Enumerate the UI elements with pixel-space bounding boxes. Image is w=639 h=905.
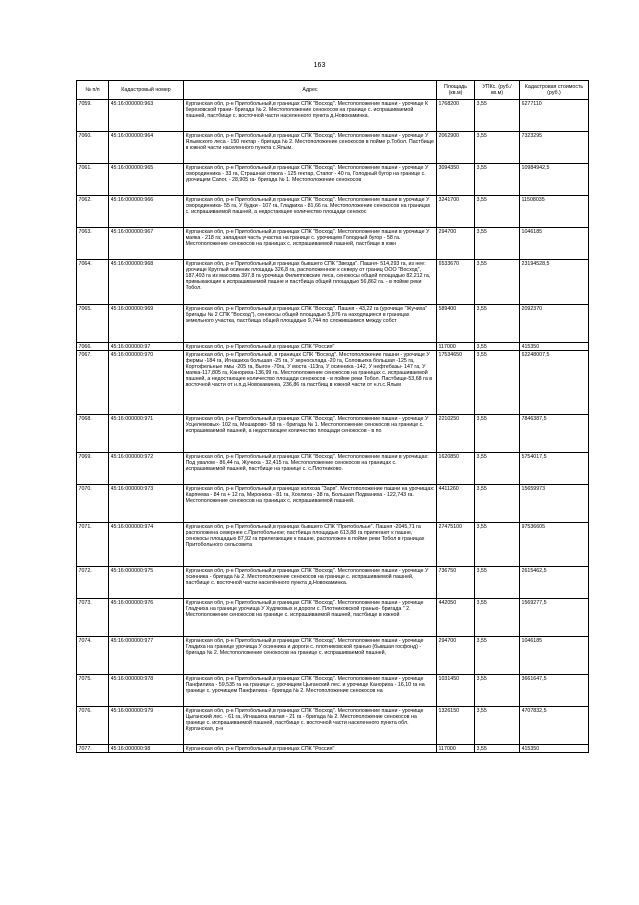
cell-area: 4411260 (438, 485, 459, 492)
cell-address: Курганская обл, р-н Притобольный,в границах СПК "Россия" (185, 343, 335, 350)
table-row (77, 485, 589, 523)
cell-cadastral-number: 45:16:000000:975 (110, 567, 154, 574)
cell-area: 117000 (438, 343, 456, 350)
cell-number: 7076. (78, 707, 92, 714)
cell-cadastral-number: 45:16:000000:979 (110, 707, 154, 714)
table-row (77, 228, 589, 260)
cell-address: Курганская обл, р-н Притобольный,в границах СПК "Восход". Местоположение пашни в урочище У смородинника- 55 га, У будки - 107 га, Гладкиха - 81,66 га. Местоположение сенокосов на границах с. испрашиваемой пашней, а недостающее количество площади сенокос (185, 196, 431, 215)
cell-address: Курганская обл, р-н Притобольный,в границах бывшего СПК "Звезда". Пашня- 514,293 га, из нее: урочище Круглый осинник площадь 326,8 га, расположенное к северу от границ ООО "Восход", 187,493 га из массива 397,8 га урочища Филипповские леса, сенокосы общей площадью 82,212 га, примыкающие к испрашиваемой пашне и пастбища общей площадью 56,862 га. - в пойме реки Тобол. (185, 260, 431, 291)
cell-upks: 3,55 (476, 453, 487, 460)
cell-upks: 3,55 (476, 228, 487, 235)
cell-number: 7070. (78, 485, 92, 492)
page-number: 163 (313, 62, 326, 69)
table-row (77, 637, 589, 675)
cell-cadastral-cost: 62248007,5 (521, 351, 550, 358)
cell-number: 7074. (78, 637, 92, 644)
cell-address: Курганская обл, р-н Притобольный, в границах СПК "Восход". Местоположение пашни - урочище У фермы -184 га, Игнашиха большая -25 га, У зерносклада -20 га, Соловьиха большая -125 га, Кортофельные ямы -205 га, Выгон -70га, У моста -113га, У осинника -142, У нефтебазы- 147 га, У маяка-117,805 га, Канориха-136,99 га. Местоположение сенокосов на границах с. испрашиваемой пашней, а недостающее количество площади сенокосов - в пойме реки Тобол. Пастбище-53,68 га в восточной части от н.п.д.Новокаминка, 236,86 га пастбищ в южной части от н.п.с.Ялым (185, 351, 433, 389)
cell-cadastral-cost: 1046185 (521, 228, 543, 235)
table-row (77, 707, 589, 745)
cell-upks: 3,55 (476, 100, 487, 107)
cell-address: Курганская обл, р-н Притобольный,в границах СПК "Восход". Местоположение пашни в урочище У маяка - 218 га; западная часть участка на границе с. урочищем Голодный бугор - 58 га. Местоположение сенокосов на границах с. испрашиваемой пашней, пастбище в южн (185, 228, 430, 247)
cell-area: 2210250 (438, 415, 460, 422)
table-row (77, 351, 589, 415)
cell-upks: 3,55 (476, 164, 487, 171)
cell-upks: 3,55 (476, 305, 487, 312)
cell-number: 7059. (78, 100, 92, 107)
table-row (77, 305, 589, 343)
cell-upks: 3,55 (476, 485, 487, 492)
cell-cadastral-cost: 6277110 (521, 100, 542, 107)
cell-address: Курганская обл, р-н Притобольный,в границах СПК "Восход". Местоположение пашни - урочище У Ялымского леса - 150 гектар - бригада № 2. Местоположение сенокосов в пойме р.Тобол. Пастбище в южной части населенного пункта с.Ялым. (185, 132, 434, 151)
cell-address: Курганская обл, р-н Притобольный,в границах СПК "Восход". Местоположение пашни в урочищах: Под увалом - 86,44 га, Жучиха - 32,415 га. Местоположение сенокосов на границах с. испрашиваемой пашней, пастбище на границе с. с.Плотниково. (185, 453, 429, 472)
table-row (77, 745, 589, 753)
cell-upks: 3,55 (476, 599, 487, 606)
cell-upks: 3,55 (476, 351, 487, 358)
cell-address: Курганская обл, р-н Притобольный,в границах бывшего СПК "Притобольье". Пашня -2045,71 га расположена севернее с.Притобольное; пастбища площадью 613,88 га прилегают к пашне, сенокосы площадью 87,92 га прилегающие к пашне, расположен в пойме реки Тобол в границах Притобольного сельсовета (185, 523, 425, 548)
cell-cadastral-number: 45:16:000000:968 (110, 260, 154, 267)
cell-upks: 3,55 (476, 260, 487, 267)
cell-upks: 3,55 (476, 523, 487, 530)
cell-area: 589400 (438, 305, 457, 312)
table-row (77, 567, 589, 599)
cell-address: Курганская обл, р-н Притобольный,в границах СПК "Восход". Местоположение пашни - урочище У смородинника - 33 га, Страшная отвога - 125 гектар, Стапог - 40 га, Голодный бугор на границе с. урочищем Сапог. - 28,905 га- бригада № 1. Местоположение сенокосов (185, 164, 429, 183)
cell-address: Курганская обл, р-н Притобольный,в границах СПК "Восход". Местоположение пашни - урочище К березовской грани- бригада № 2. Местоположение сенокосов на границе с. испрашиваемой пашней, пастбище с. восточной части населенного пункта д.Новокаминка. (185, 100, 429, 119)
cell-number: 7064. (78, 260, 92, 267)
cell-cadastral-cost: 1569277,5 (521, 599, 547, 606)
table-row (77, 599, 589, 637)
cell-number: 7066. (78, 343, 92, 350)
cell-area: 17534650 (438, 351, 463, 358)
cell-area: 1326150 (438, 707, 460, 714)
cell-number: 7073. (78, 599, 92, 606)
cell-address: Курганская обл, р-н Притобольный,в границах СПК "Россия" (185, 745, 335, 752)
cell-number: 7068. (78, 415, 92, 422)
cell-address: Курганская обл, р-н Притобольный,в границах колхоза "Заря". Местоположение пашни на урочищах: Карпеева - 84 га + 12 га, Мирониха - 81 га, Хохлиха - 38 га, Большая Подваниха - 122,743 га. Местоположение сенокосов на границах с. испрашиваемой пашней. (185, 485, 435, 504)
col-header-cadastral-number: Кадастровый номер (109, 81, 184, 100)
cell-cadastral-cost: 4707832,5 (521, 707, 547, 714)
cell-number: 7075. (78, 675, 92, 682)
cell-cadastral-cost: 415350 (521, 343, 540, 350)
cell-cadastral-number: 45:16:000000:971 (110, 415, 154, 422)
cell-number: 7060. (78, 132, 92, 139)
cell-cadastral-number: 45:16:000000:977 (110, 637, 154, 644)
cell-number: 7063. (78, 228, 92, 235)
cell-upks: 3,55 (476, 637, 487, 644)
cell-cadastral-number: 45:16:000000:967 (110, 228, 154, 235)
cell-cadastral-number: 45:16:000000:973 (110, 485, 154, 492)
table-header-row (77, 81, 589, 100)
cell-number: 7071. (78, 523, 92, 530)
cell-cadastral-cost: 11508035 (521, 196, 545, 203)
table-row (77, 164, 589, 196)
cell-number: 7061. (78, 164, 92, 171)
cell-cadastral-cost: 415350 (521, 745, 540, 752)
cell-area: 3241700 (438, 196, 460, 203)
table-row (77, 415, 589, 453)
cell-cadastral-number: 45:16:000000:963 (110, 100, 154, 107)
cell-cadastral-cost: 10984942,5 (521, 164, 550, 171)
cell-address: Курганская обл, р-н Притобольный,в границах СПК "Восход". Местоположение пашни - урочище Панфилиха - 59,535 га на границе с. урочищем Цыганский лес. и урочище Канориха - 16,10 га на границе с. урочищем Панфилиха - бригада № 2. Местоположение сенокосов на (185, 675, 425, 694)
col-header-upks: УПКс. (руб./кв.м) (475, 81, 520, 100)
table-row (77, 196, 589, 228)
cell-cadastral-number: 45:16:000000:98 (110, 745, 151, 752)
cell-area: 1620850 (438, 453, 460, 460)
cell-cadastral-cost: 23194528,5 (521, 260, 550, 267)
cell-upks: 3,55 (476, 196, 487, 203)
cell-cadastral-cost: 7846387,5 (521, 415, 547, 422)
cell-upks: 3,55 (476, 415, 487, 422)
col-header-number: № п/п (77, 81, 109, 100)
cell-cadastral-cost: 5754017,5 (521, 453, 547, 460)
cell-cadastral-number: 45:16:000000:978 (110, 675, 154, 682)
table-row (77, 100, 589, 132)
cell-number: 7062. (78, 196, 92, 203)
cell-cadastral-number: 45:16:000000:974 (110, 523, 154, 530)
cell-address: Курганская обл, р-н Притобольный,в границах СПК "Восход". Местоположение пашни - урочище Цыганский лес. - 61 га, Игнашиха малая - 21 га - бригада № 2. Местоположение сенокосов на границе с. испрашиваемой пашней, пастбище с. восточной части населенного пункта обл. Курганская, р-н (185, 707, 424, 732)
cell-area: 736750 (438, 567, 457, 574)
cell-address: Курганская обл, р-н Притобольный,в границах СПК "Восход". Местоположение пашни - урочище Гладиха на границе урочища У осинника и дороги с. плотниковской гранью (бывшая госфонд) - бригада № 2. Местоположение сенокосов на границе с. испрашиваемой пашней, (185, 637, 424, 656)
table-row (77, 343, 589, 351)
table-row (77, 260, 589, 305)
cell-address: Курганская обл, р-н Притобольный,в границах СПК "Восход". Пашня - 43,22 га (урочище "Жучиха" бригады № 2 СПК "Восход"), сенокосы общей площадью 5,976 га находящиеся в границах земельного участка, пастбища общей площадью 9,744 по сложившимся между собст (185, 305, 428, 324)
cell-upks: 3,55 (476, 567, 487, 574)
cell-upks: 3,55 (476, 132, 487, 139)
cell-number: 7065. (78, 305, 92, 312)
cell-address: Курганская обл, р-н Притобольный,в границах СПК "Восход". Местоположение пашни - урочище У осинника - бригада № 2. Местоположение сенокосов на границе с. испрашиваемой пашней, пастбище с. восточной части населённого пункта д.Новокаминка. (185, 567, 429, 586)
cell-cadastral-number: 45:16:000000:965 (110, 164, 154, 171)
cell-cadastral-number: 45:16:000000:972 (110, 453, 154, 460)
cell-address: Курганская обл, р-н Притобольный,в границах СПК "Восход". Местоположение пашни - урочище У Усцелемовых- 102 га, Мошарово- 58 га - бригада № 1. Местоположение сенокосов на границе с. испрашиваемой пашней, а недостающее количество площади сенокосов - в по (185, 415, 429, 434)
cell-cadastral-number: 45:16:000000:966 (110, 196, 154, 203)
col-header-address: Адрес (184, 81, 437, 100)
table-row (77, 132, 589, 164)
cell-upks: 3,55 (476, 707, 487, 714)
cell-number: 7077. (78, 745, 92, 752)
table-row (77, 675, 589, 707)
cell-cadastral-cost: 3661647,5 (521, 675, 547, 682)
cell-area: 6533670 (438, 260, 460, 267)
cell-number: 7072. (78, 567, 92, 574)
cell-cadastral-number: 45:16:000000:97 (110, 343, 151, 350)
cell-cadastral-cost: 2092370 (521, 305, 543, 312)
cell-number: 7069. (78, 453, 92, 460)
cell-upks: 3,55 (476, 675, 487, 682)
cell-area: 294700 (438, 228, 457, 235)
cell-address: Курганская обл, р-н Притобольный,в границах СПК "Восход". Местоположение пашни - урочище Гладчиха на границе урочища У Худяковых и дороги с. Плотниковской гранью- бригада " 2. Местоположение сенокосов на границе с. испрашиваемой пашней, пастбище в южной (185, 599, 424, 618)
cell-upks: 3,55 (476, 343, 487, 350)
cell-cadastral-number: 45:16:000000:970 (110, 351, 154, 358)
cell-cadastral-cost: 2615462,5 (521, 567, 547, 574)
col-header-area: Площадь (кв.м) (437, 81, 475, 100)
cell-cadastral-cost: 1046185 (521, 637, 543, 644)
table-row (77, 523, 589, 567)
cell-upks: 3,55 (476, 745, 487, 752)
cell-cadastral-cost: 97536605 (521, 523, 546, 530)
cell-cadastral-number: 45:16:000000:964 (110, 132, 154, 139)
cell-area: 117000 (438, 745, 456, 752)
col-header-cadastral-cost: Кадастровая стоимость (руб.) (520, 81, 589, 100)
cell-cadastral-number: 45:16:000000:976 (110, 599, 154, 606)
cell-area: 442050 (438, 599, 457, 606)
cell-cadastral-cost: 7323295 (521, 132, 543, 139)
cell-cadastral-number: 45:16:000000:969 (110, 305, 154, 312)
cell-area: 294700 (438, 637, 457, 644)
cell-cadastral-cost: 15659973 (521, 485, 546, 492)
cell-area: 1031450 (438, 675, 460, 682)
cell-area: 2062900 (438, 132, 460, 139)
table-row (77, 453, 589, 485)
cell-area: 27475100 (438, 523, 463, 530)
cadastral-table (76, 80, 589, 753)
cell-number: 7067. (78, 351, 92, 358)
cell-area: 1768200 (438, 100, 460, 107)
cell-area: 3094350 (438, 164, 460, 171)
